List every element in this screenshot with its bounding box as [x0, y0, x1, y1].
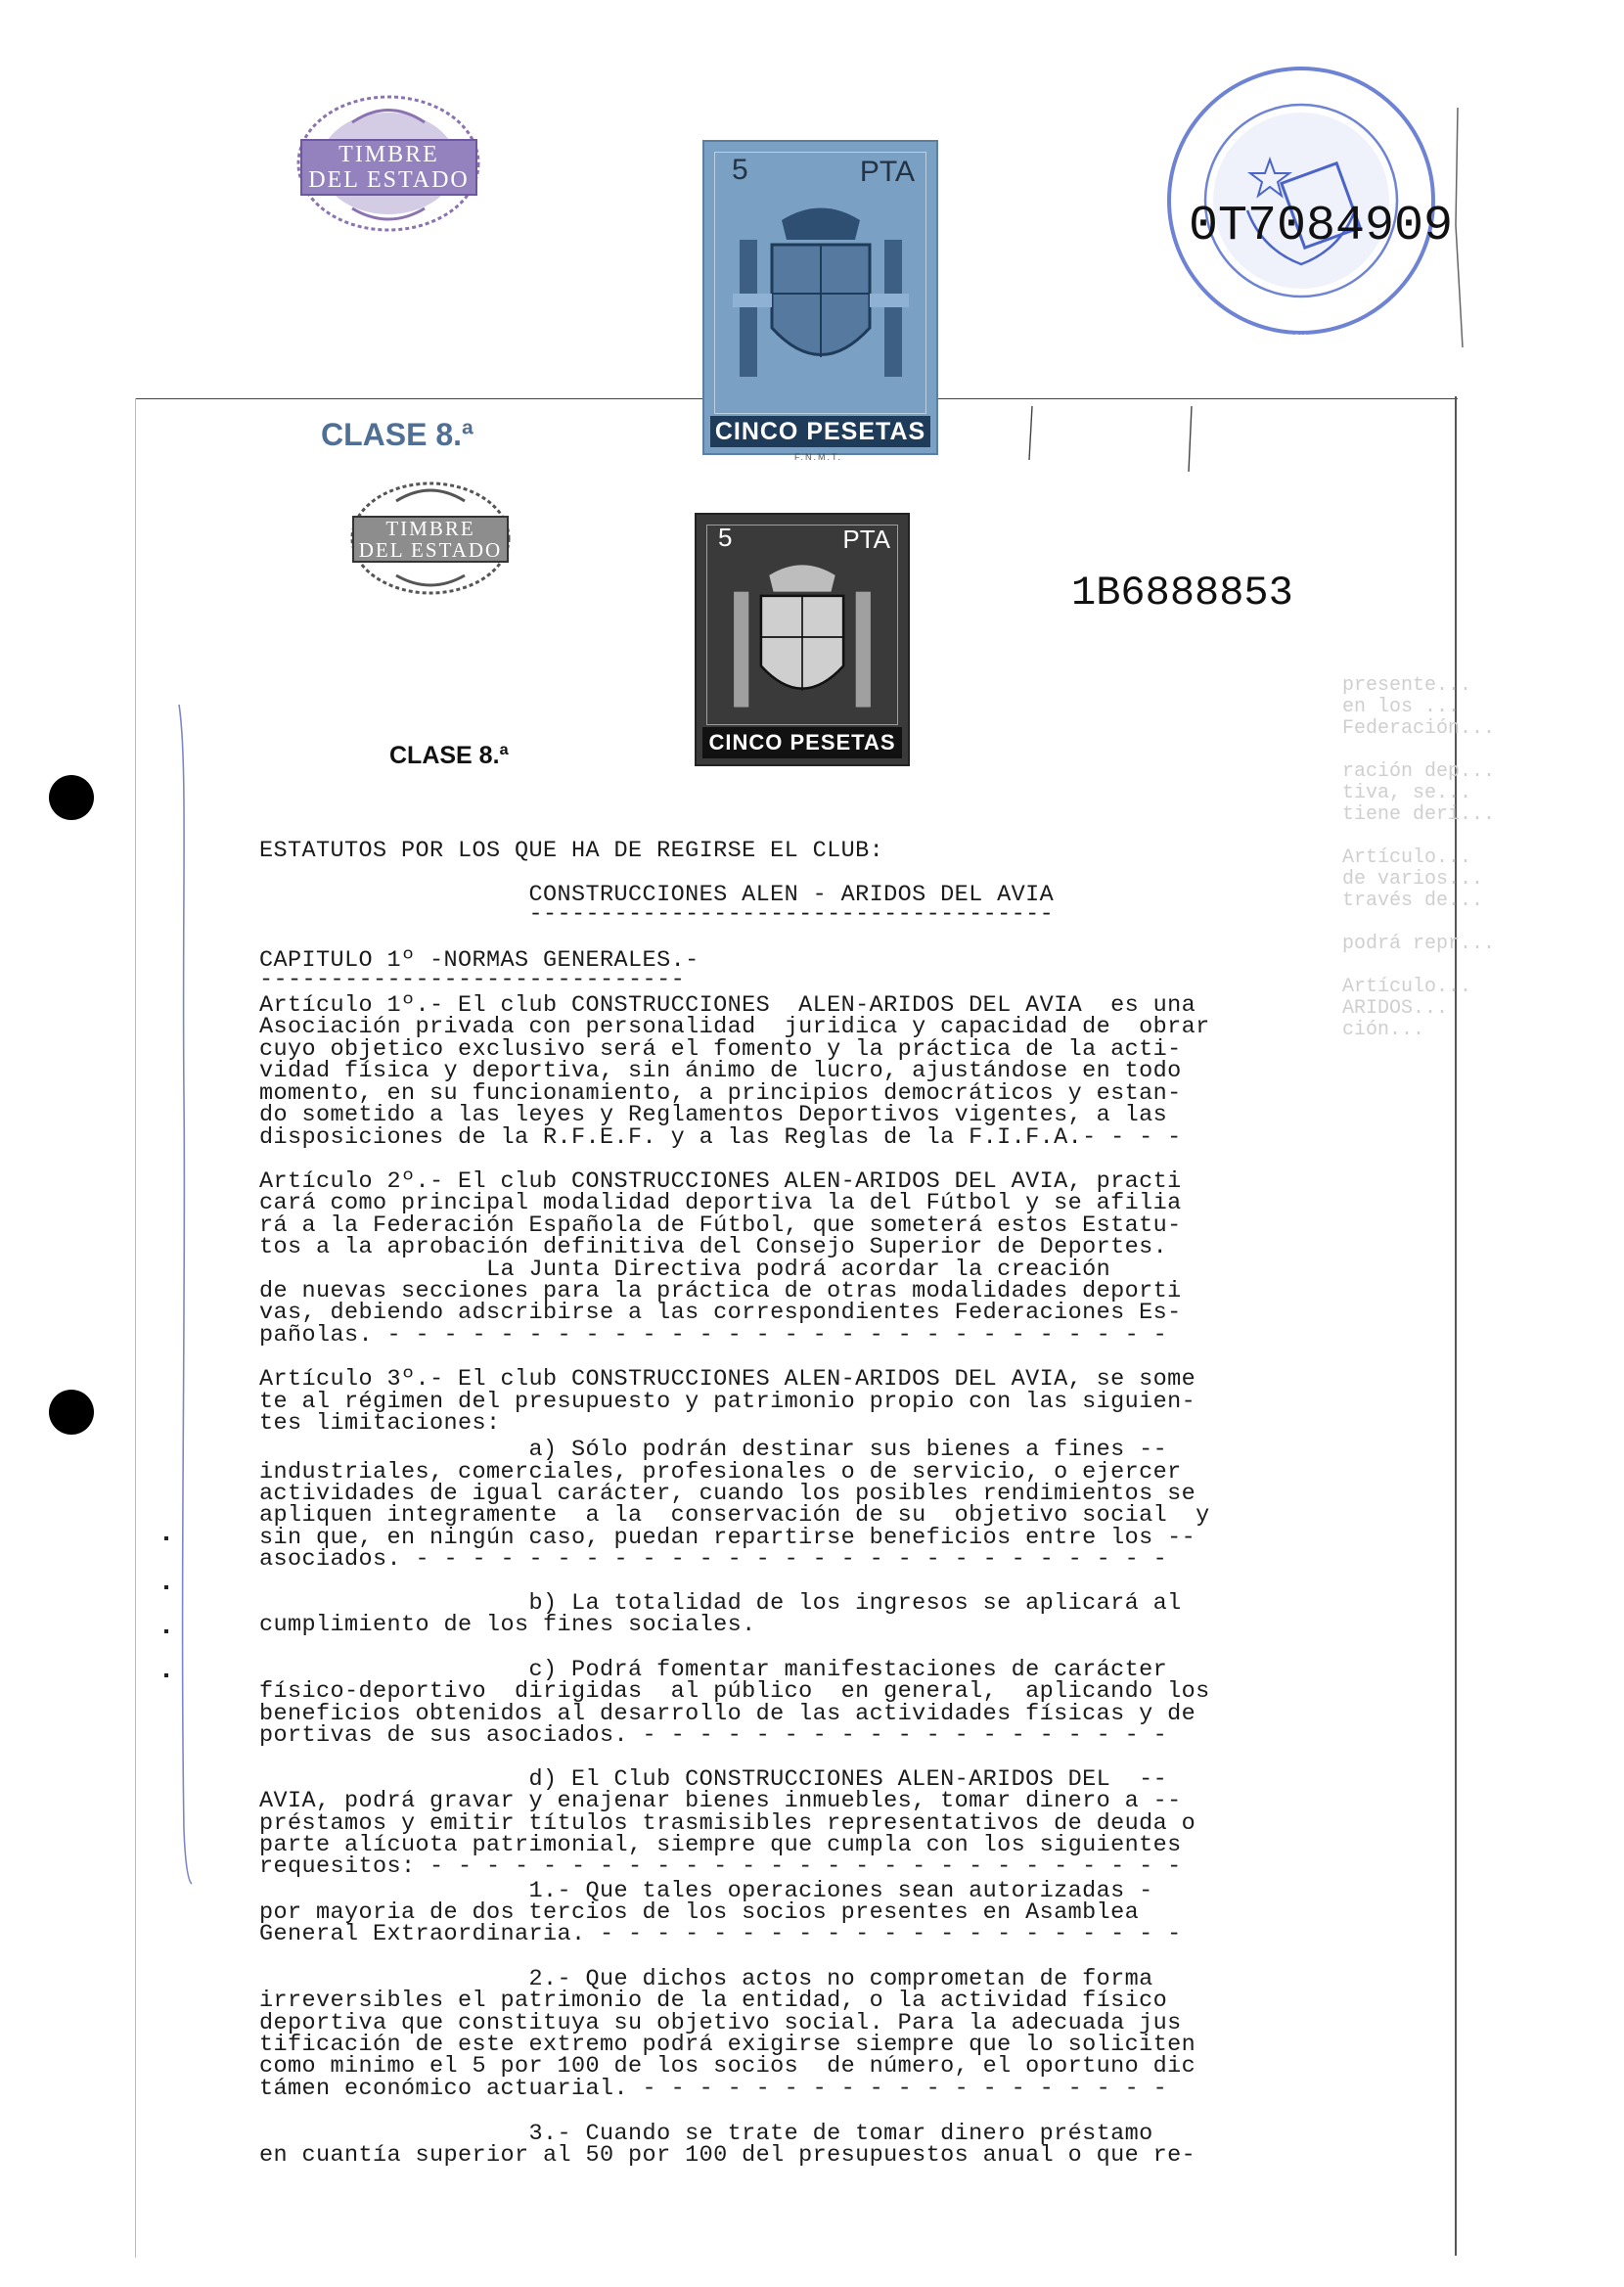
document-line: sin que, en ningún caso, puedan repartirse beneficios entre los --: [259, 1525, 1196, 1551]
bleed-through-text: presente... en los ... Federación... ración dep... tiva, se... tiene deri... Artículo... de varios... través de... podrá repr... Artículo... ARIDOS... ción...: [1342, 674, 1496, 1041]
document-line: 1.- Que tales operaciones sean autorizadas -: [259, 1878, 1153, 1904]
document-line: cumplimiento de los fines sociales.: [259, 1612, 756, 1638]
document-line: a) Sólo podrán destinar sus bienes a fines --: [259, 1437, 1168, 1463]
document-line: vas, debiendo adscribirse a las correspondientes Federaciones Es-: [259, 1300, 1182, 1326]
document-line: La Junta Directiva podrá acordar la creación: [259, 1257, 1111, 1283]
timbre-label-middle: TIMBRE DEL ESTADO: [358, 517, 503, 562]
stamp-value: 5: [718, 523, 733, 552]
document-line: industriales, comerciales, profesionales o de servicio, o ejercer: [259, 1459, 1182, 1486]
document-line: Artículo 2º.- El club CONSTRUCCIONES ALEN-ARIDOS DEL AVIA, practi: [259, 1168, 1182, 1195]
document-line: tificación de este extremo podrá exigirse siempre que lo soliciten: [259, 2032, 1196, 2058]
document-line: do sometido a las leyes y Reglamentos Deportivos vigentes, a las: [259, 1102, 1168, 1128]
serial-number-middle: 1B6888853: [1071, 570, 1293, 617]
document-line: requesitos: - - - - - - - - - - - - - - - - - - - - - - - - - - -: [259, 1853, 1182, 1880]
timbre-del-estado-emblem-middle: [347, 480, 514, 597]
document-line: -------------------------------------: [259, 901, 1055, 928]
stamp-unit: PTA: [859, 156, 915, 188]
document-line: CAPITULO 1º -NORMAS GENERALES.-: [259, 947, 699, 974]
document-line: 3.- Cuando se trate de tomar dinero préstamo: [259, 2121, 1153, 2147]
paper-left-edge: [135, 398, 136, 2258]
coat-of-arms-icon: [719, 559, 885, 715]
coat-of-arms-icon: [728, 201, 914, 387]
document-line: ------------------------------: [259, 967, 686, 993]
document-line: momento, en su funcionamiento, a principios democráticos y estan-: [259, 1080, 1182, 1107]
fiscal-stamp-blue: [702, 140, 938, 455]
document-line: apliquen integramente a la conservación de su objetivo social y: [259, 1502, 1210, 1529]
punch-hole-top: [49, 775, 94, 820]
document-line: c) Podrá fomentar manifestaciones de carácter: [259, 1657, 1168, 1683]
stamp-fnmt-label: F.N.M.T.: [794, 452, 842, 462]
document-line: tos a la aprobación definitiva del Consejo Superior de Deportes.: [259, 1234, 1168, 1260]
document-line: ESTATUTOS POR LOS QUE HA DE REGIRSE EL CLUB:: [259, 838, 884, 864]
document-line: te al régimen del presupuesto y patrimonio propio con las siguien-: [259, 1389, 1196, 1415]
document-line: actividades de igual carácter, cuando los posibles rendimientos se: [259, 1481, 1196, 1507]
document-line: tes limitaciones:: [259, 1410, 501, 1437]
document-line: en cuantía superior al 50 por 100 del presupuestos anual o que re-: [259, 2142, 1196, 2169]
clase-label-top: CLASE 8.ª: [321, 417, 474, 452]
document-line: como minimo el 5 por 100 de los socios de número, el oportuno dic: [259, 2053, 1196, 2080]
document-line: cuyo objetico exclusivo será el fomento y la práctica de la acti-: [259, 1036, 1182, 1063]
document-line: CONSTRUCCIONES ALEN - ARIDOS DEL AVIA: [259, 882, 1055, 908]
document-line: rá a la Federación Española de Fútbol, que someterá estos Estatu-: [259, 1212, 1182, 1239]
document-line: Artículo 1º.- El club CONSTRUCCIONES ALEN-ARIDOS DEL AVIA es una: [259, 992, 1196, 1019]
clase-label-middle: CLASE 8.ª: [389, 742, 509, 769]
document-line: préstamos y emitir títulos trasmisibles representativos de deuda o: [259, 1810, 1196, 1837]
document-line: físico-deportivo dirigidas al público en general, aplicando los: [259, 1678, 1210, 1705]
fiscal-stamp-grey: [695, 513, 910, 766]
margin-mark: [164, 1629, 168, 1633]
document-line: támen económico actuarial. - - - - - - - - - - - - - - - - - - -: [259, 2076, 1168, 2102]
document-line: 2.- Que dichos actos no comprometan de forma: [259, 1966, 1153, 1992]
document-line: Artículo 3º.- El club CONSTRUCCIONES ALEN-ARIDOS DEL AVIA, se some: [259, 1366, 1196, 1393]
document-line: General Extraordinaria. - - - - - - - - - - - - - - - - - - - - -: [259, 1921, 1182, 1947]
seal-text: DON ENRIQUE RAFAEL GARCIA ROMERO · NOTARIO · CARBALLIÑO (OURENSE): [1174, 333, 1403, 352]
margin-mark: [164, 1585, 168, 1589]
document-line: deportiva que constituya su objetivo social. Para la adecuada jus: [259, 2010, 1182, 2036]
document-line: disposiciones de la R.F.E.F. y a las Reglas de la F.I.F.A.- - - -: [259, 1124, 1182, 1151]
punch-hole-bottom: [49, 1390, 94, 1435]
pen-mark: [1428, 108, 1467, 362]
document-line: por mayoria de dos tercios de los socios presentes en Asamblea: [259, 1899, 1140, 1926]
document-line: vidad física y deportiva, sin ánimo de lucro, ajustándose en todo: [259, 1058, 1182, 1084]
document-line: portivas de sus asociados. - - - - - - - - - - - - - - - - - - -: [259, 1722, 1168, 1749]
stamp-band: CINCO PESETAS: [710, 416, 930, 447]
serial-number-top: 0T7084909: [1189, 199, 1454, 254]
document-line: parte alícuota patrimonial, siempre que cumpla con los siguientes: [259, 1832, 1182, 1858]
margin-mark: [164, 1673, 168, 1677]
stamp-value: 5: [732, 154, 748, 186]
document-line: b) La totalidad de los ingresos se aplicará al: [259, 1590, 1182, 1617]
timbre-label: TIMBRE DEL ESTADO: [308, 142, 470, 193]
timbre-del-estado-emblem-top: [293, 93, 484, 235]
document-line: Asociación privada con personalidad juridica y capacidad de obrar: [259, 1014, 1210, 1040]
document-line: d) El Club CONSTRUCCIONES ALEN-ARIDOS DEL --: [259, 1766, 1168, 1793]
pen-mark: [1017, 401, 1213, 480]
margin-mark: [164, 1536, 168, 1540]
document-line: beneficios obtenidos al desarrollo de las actividades físicas y de: [259, 1701, 1196, 1727]
stamp-band: CINCO PESETAS: [702, 727, 902, 758]
document-line: de nuevas secciones para la práctica de otras modalidades deporti: [259, 1278, 1182, 1304]
margin-pen-line: [174, 705, 194, 1889]
document-line: AVIA, podrá gravar y enajenar bienes inmuebles, tomar dinero a --: [259, 1788, 1182, 1814]
stamp-unit: PTA: [842, 525, 890, 554]
document-line: irreversibles el patrimonio de la entidad, o la actividad físico: [259, 1988, 1168, 2014]
document-line: asociados. - - - - - - - - - - - - - - - - - - - - - - - - - - -: [259, 1546, 1168, 1573]
document-line: cará como principal modalidad deportiva la del Fútbol y se afilia: [259, 1190, 1182, 1216]
document-line: pañolas. - - - - - - - - - - - - - - - - - - - - - - - - - - - -: [259, 1322, 1168, 1349]
